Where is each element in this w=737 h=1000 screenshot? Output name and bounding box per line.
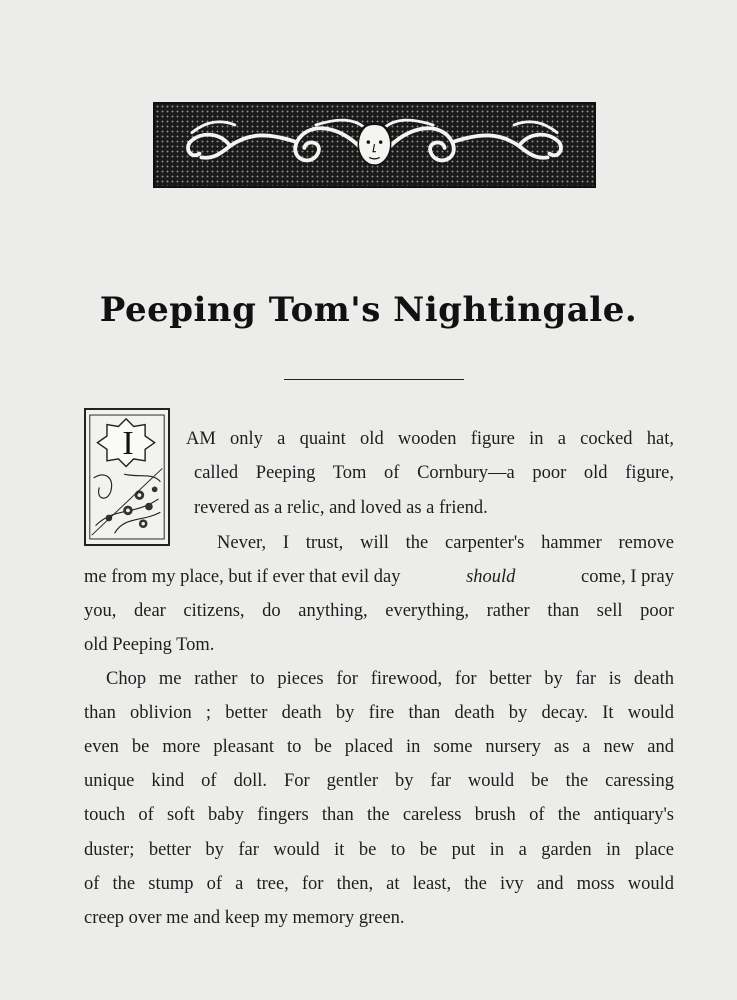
- paragraph-2-line-2-end: come, I pray: [581, 567, 674, 587]
- scroll-ornament-icon: [155, 104, 594, 186]
- drop-cap-letter: I: [122, 425, 134, 462]
- paragraph-3-line-6: duster; better by far would it be to be put in a garden in place: [84, 840, 674, 860]
- paragraph-3-line-1: Chop me rather to pieces for firewood, for better by far is death: [106, 669, 674, 689]
- drop-cap: [84, 408, 170, 546]
- paragraph-3-line-3: even be more pleasant to be placed in some nursery as a new and: [84, 737, 674, 757]
- paragraph-2-line-2: [84, 566, 674, 588]
- paragraph-3-line-2: than oblivion ; better death by fire than death by decay. It would: [84, 703, 674, 723]
- paragraph-3-line-8: creep over me and keep my memory green.: [84, 908, 405, 928]
- paragraph-3-line-4: unique kind of doll. For gentler by far would be the caressing: [84, 771, 674, 791]
- paragraph-2-line-3: you, dear citizens, do anything, everything, rather than sell poor: [84, 601, 674, 621]
- paragraph-2-line-2-start: me from my place, but if ever that evil day: [84, 567, 401, 587]
- paragraph-1-line-3: revered as a relic, and loved as a friend.: [194, 498, 488, 518]
- paragraph-2-line-1: Never, I trust, will the carpenter's hammer remove: [217, 533, 674, 553]
- paragraph-2-line-4: old Peeping Tom.: [84, 635, 215, 655]
- ornamental-headpiece: [153, 102, 596, 188]
- title-divider: [284, 379, 464, 380]
- chapter-title: Peeping Tom's Nightingale.: [99, 290, 638, 330]
- paragraph-1-line-2: called Peeping Tom of Cornbury—a poor old figure,: [194, 463, 674, 483]
- paragraph-3-line-7: of the stump of a tree, for then, at least, the ivy and moss would: [84, 874, 674, 894]
- emphasized-word: should: [466, 567, 516, 587]
- paragraph-1-line-1: AM only a quaint old wooden figure in a cocked hat,: [186, 429, 674, 449]
- paragraph-3-line-5: touch of soft baby fingers than the careless brush of the antiquary's: [84, 805, 674, 825]
